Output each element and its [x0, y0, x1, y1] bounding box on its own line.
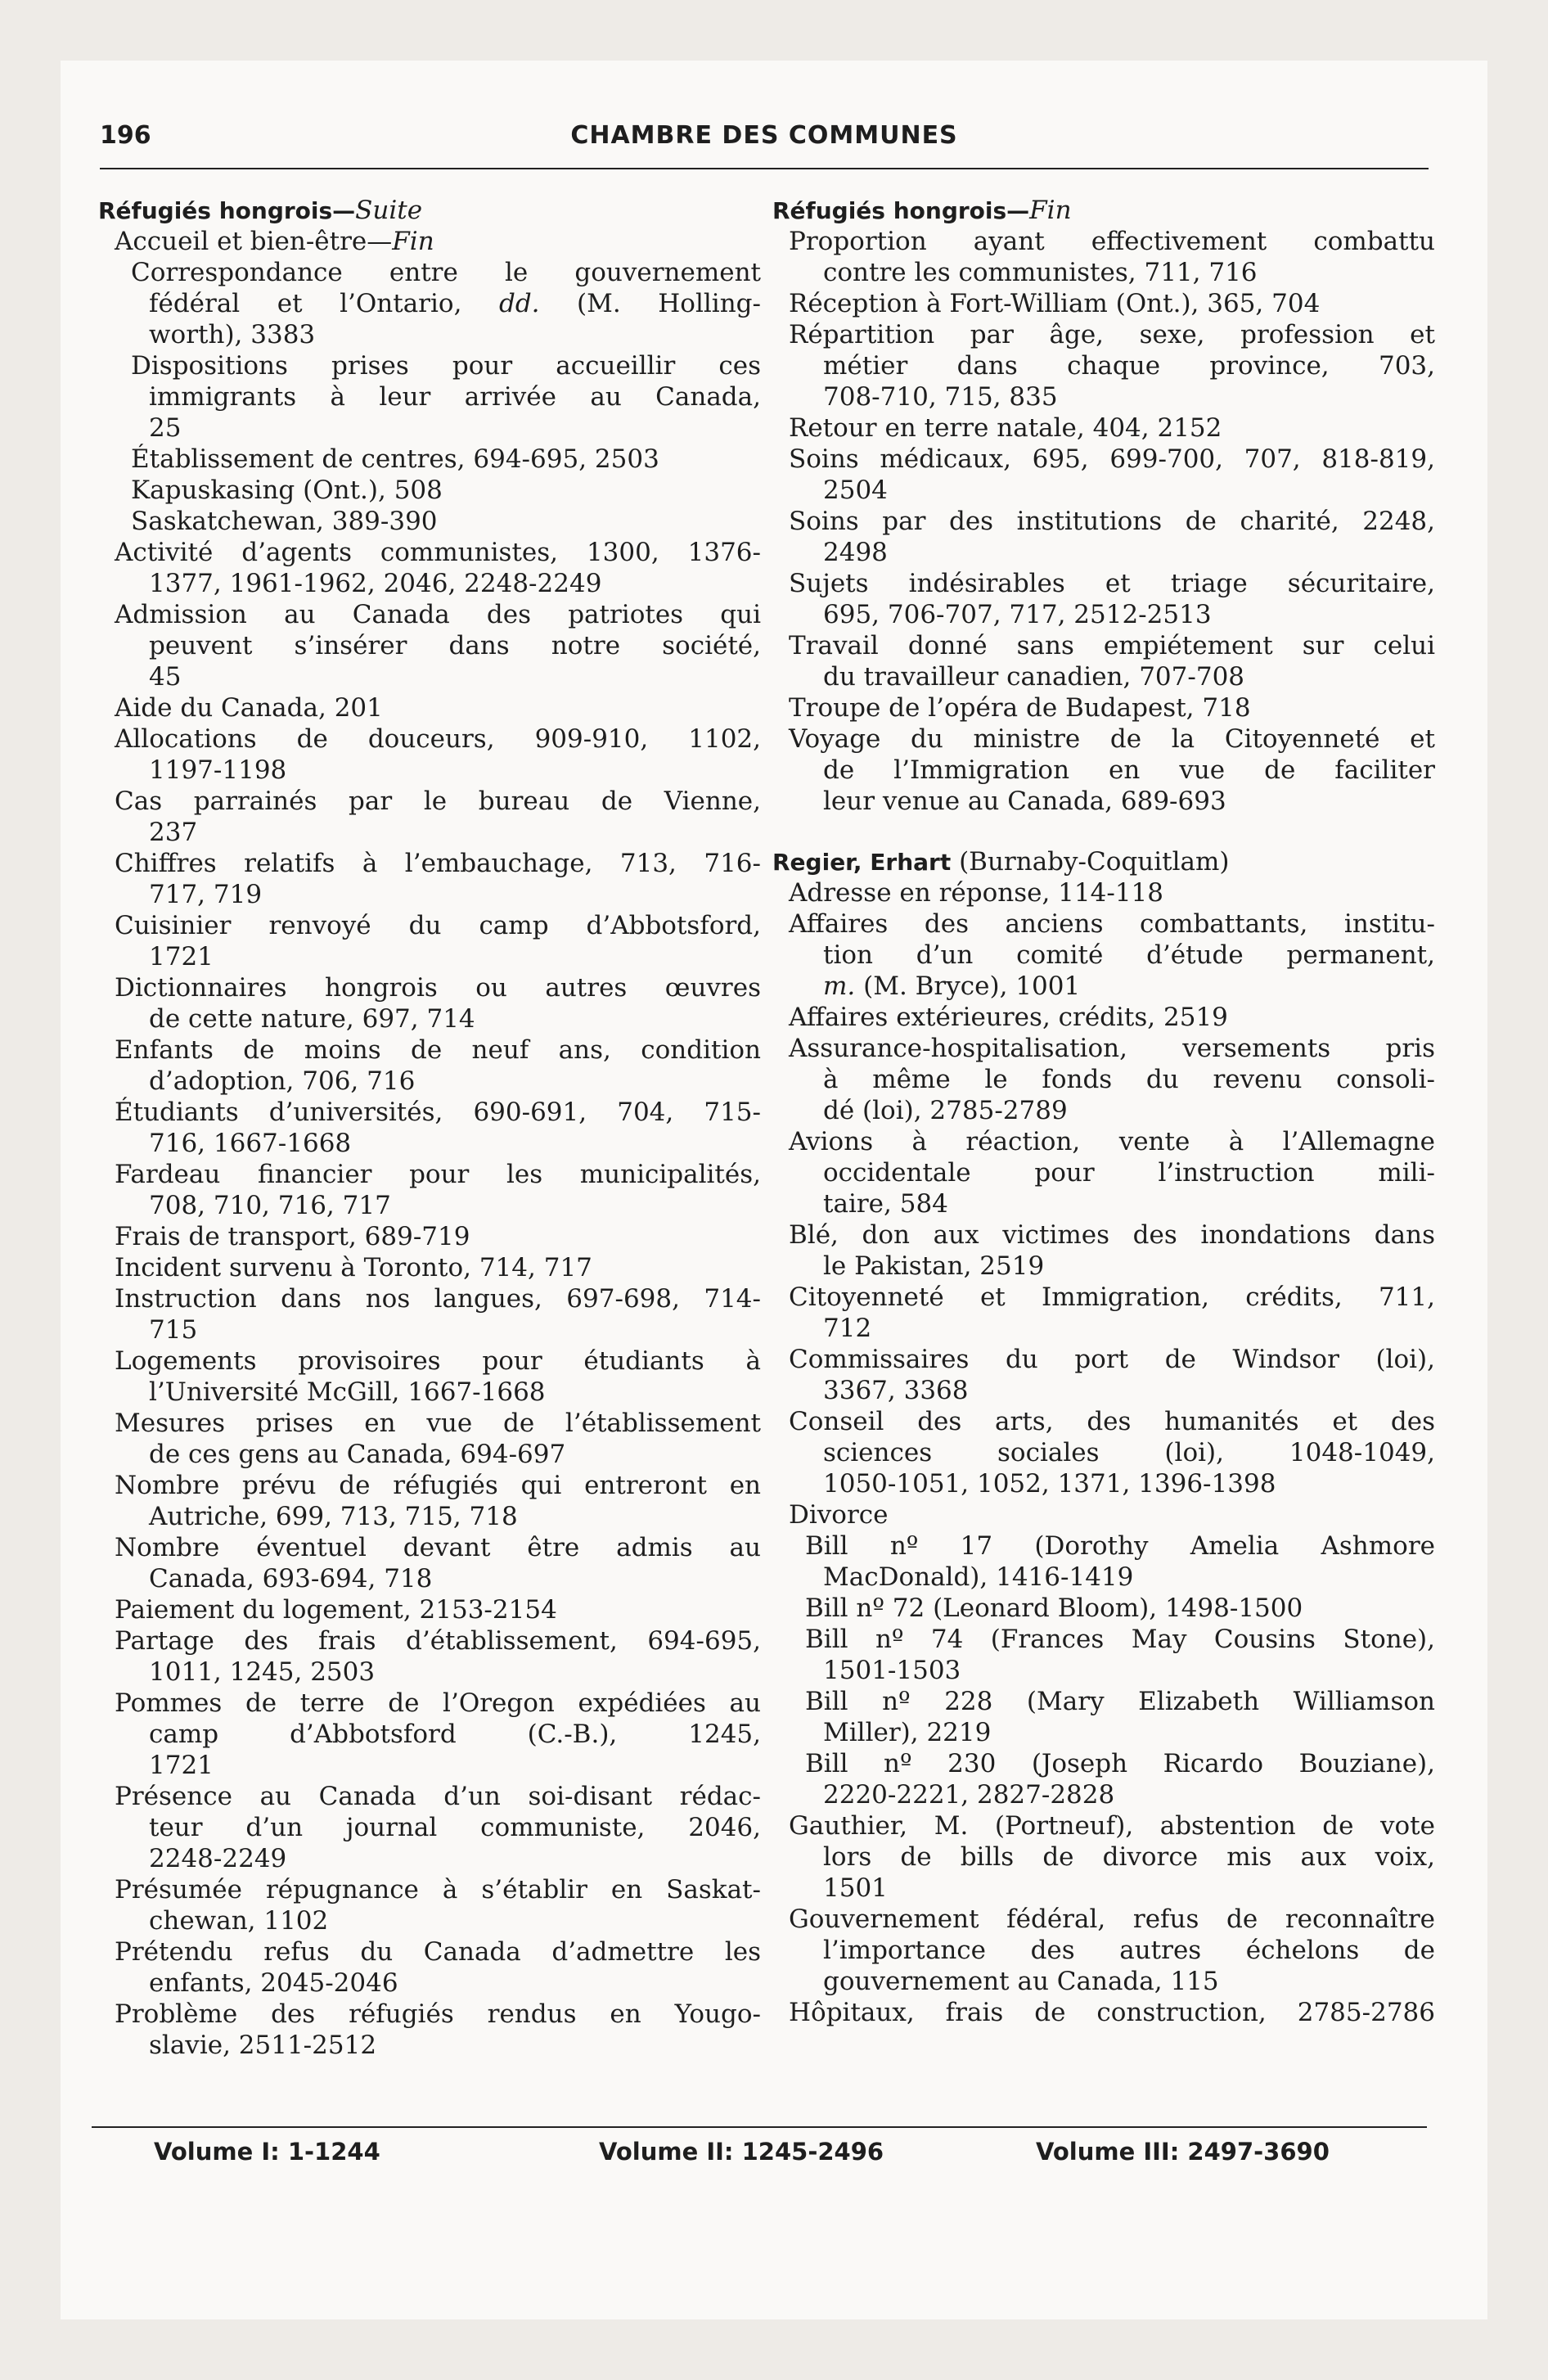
index-column-right — [772, 195, 1435, 2028]
index-subentry-line — [772, 1406, 1435, 1437]
index-subentry-line — [772, 288, 1435, 319]
entry-text: Avions à réaction, vente à l’Allemagne — [789, 1127, 1435, 1156]
entry-text: de ces gens au Canada, 694-697 — [149, 1440, 566, 1469]
entry-text: gouvernement au Canada, 115 — [823, 1967, 1219, 1996]
entry-text: 1377, 1961-1962, 2046, 2248-2249 — [149, 569, 602, 598]
index-subentry-line — [772, 537, 1435, 568]
entry-text: Dispositions prises pour accueillir ces — [131, 351, 761, 381]
index-subentry-line — [772, 1468, 1435, 1499]
entry-text: 1721 — [149, 942, 214, 971]
entry-text: Blé, don aux victimes des inondations dans — [789, 1220, 1435, 1250]
index-subentry-line — [98, 1221, 761, 1252]
index-subentry-line — [98, 381, 761, 412]
entry-text: Logements provisoires pour étudiants à — [115, 1346, 761, 1376]
entry-text: Bill nº 72 (Leonard Bloom), 1498-1500 — [805, 1593, 1303, 1623]
entry-text: Hôpitaux, frais de construction, 2785-2786 — [789, 1998, 1435, 2027]
index-subentry-line — [98, 755, 761, 786]
entry-text: 1197-1198 — [149, 755, 287, 785]
index-subentry-line — [98, 1781, 761, 1812]
entry-text: tion d’un comité d’étude permanent, — [823, 940, 1435, 970]
entry-text: de cette nature, 697, 714 — [149, 1004, 475, 1034]
index-subentry-line — [98, 630, 761, 661]
header-rule — [100, 168, 1429, 169]
index-subentry-line — [98, 1408, 761, 1439]
index-subentry-line — [98, 1314, 761, 1346]
index-subentry-line — [772, 1562, 1435, 1593]
entry-text: leur venue au Canada, 689-693 — [823, 787, 1226, 816]
entry-text: Établissement de centres, 694-695, 2503 — [131, 444, 659, 474]
entry-text: Bill nº 17 (Dorothy Amelia Ashmore — [805, 1531, 1435, 1561]
entry-text: Divorce — [789, 1500, 889, 1530]
index-subentry-line — [772, 1219, 1435, 1251]
entry-text: Nombre éventuel devant être admis au — [115, 1533, 761, 1562]
index-subentry-line — [772, 1126, 1435, 1157]
entry-text-italic: Suite — [355, 196, 423, 225]
index-subentry-line — [98, 1034, 761, 1066]
entry-text: Correspondance entre le gouvernement — [131, 258, 761, 287]
index-subentry-line — [98, 288, 761, 319]
entry-text-italic: dd. — [498, 289, 540, 318]
entry-text: Troupe de l’opéra de Budapest, 718 — [789, 693, 1251, 723]
entry-text: 2220-2221, 2827-2828 — [823, 1780, 1115, 1810]
index-subentry-line — [98, 661, 761, 692]
entry-text: 715 — [149, 1315, 198, 1345]
entry-text: 716, 1667-1668 — [149, 1129, 352, 1158]
entry-text: 1501 — [823, 1873, 888, 1903]
page-number: 196 — [100, 121, 151, 150]
entry-text: Pommes de terre de l’Oregon expédiées au — [115, 1688, 761, 1718]
index-subentry-line — [98, 226, 761, 257]
index-subentry-line — [772, 226, 1435, 257]
entry-text: Incident survenu à Toronto, 714, 717 — [115, 1253, 592, 1282]
entry-text: Kapuskasing (Ont.), 508 — [131, 476, 443, 505]
index-subentry-line — [772, 1748, 1435, 1779]
index-subentry-line — [98, 786, 761, 817]
entry-text: Chiffres relatifs à l’embauchage, 713, 716- — [115, 849, 761, 878]
entry-text: l’importance des autres échelons de — [823, 1936, 1435, 1965]
index-subentry-line — [772, 506, 1435, 537]
entry-text: Affaires extérieures, crédits, 2519 — [789, 1003, 1228, 1032]
index-subentry-line — [772, 1655, 1435, 1686]
entry-text: Réception à Fort-William (Ont.), 365, 704 — [789, 289, 1321, 318]
index-subentry-line — [98, 1283, 761, 1314]
entry-text: contre les communistes, 711, 716 — [823, 258, 1258, 287]
index-subentry-line — [98, 848, 761, 879]
index-subentry-line — [98, 817, 761, 848]
entry-text: Voyage du ministre de la Citoyenneté et — [789, 724, 1435, 754]
index-subentry-line — [772, 940, 1435, 971]
entry-text: worth), 3383 — [149, 320, 316, 349]
entry-text: Conseil des arts, des humanités et des — [789, 1407, 1435, 1436]
index-subentry-line — [98, 319, 761, 350]
entry-text: Présence au Canada d’un soi-disant rédac- — [115, 1782, 761, 1811]
entry-text: 237 — [149, 818, 198, 847]
entry-text: 1050-1051, 1052, 1371, 1396-1398 — [823, 1469, 1276, 1499]
entry-text: immigrants à leur arrivée au Canada, — [149, 382, 761, 412]
index-subentry-line — [772, 1344, 1435, 1375]
entry-text-italic: m. — [823, 971, 856, 1001]
index-subentry-line — [98, 1128, 761, 1159]
index-subentry-line — [772, 412, 1435, 444]
entry-text: 695, 706-707, 717, 2512-2513 — [823, 600, 1212, 629]
index-subentry-line — [772, 1593, 1435, 1624]
entry-text: Enfants de moins de neuf ans, condition — [115, 1035, 761, 1065]
entry-text: l’Université McGill, 1667-1668 — [149, 1377, 546, 1407]
entry-text: (Burnaby-Coquitlam) — [951, 847, 1230, 877]
entry-text: Paiement du logement, 2153-2154 — [115, 1595, 557, 1625]
index-subentry-line — [772, 257, 1435, 288]
entry-text: Instruction dans nos langues, 697-698, 714- — [115, 1284, 761, 1314]
index-subentry-line — [98, 1657, 761, 1688]
entry-text: occidentale pour l’instruction mili- — [823, 1158, 1435, 1188]
index-subentry-line — [98, 350, 761, 381]
index-subentry-line — [772, 568, 1435, 599]
index-subentry-line — [98, 475, 761, 506]
entry-heading-bold: Réfugiés hongrois— — [98, 197, 356, 224]
index-subentry-line — [98, 692, 761, 723]
entry-text: dé (loi), 2785-2789 — [823, 1096, 1068, 1125]
index-subentry-line — [98, 1066, 761, 1097]
entry-text: 45 — [149, 662, 182, 692]
index-subentry-line — [98, 1874, 761, 1905]
index-subentry-line — [772, 1530, 1435, 1562]
index-subentry-line — [772, 1064, 1435, 1095]
entry-text: Miller), 2219 — [823, 1718, 992, 1747]
entry-text: Cas parrainés par le bureau de Vienne, — [115, 787, 761, 816]
entry-text: MacDonald), 1416-1419 — [823, 1562, 1134, 1592]
index-subentry-line — [98, 879, 761, 910]
index-subentry-line — [772, 1282, 1435, 1313]
index-subentry-line — [98, 1563, 761, 1594]
index-subentry-line — [772, 1779, 1435, 1810]
index-subentry-line — [98, 1377, 761, 1408]
index-subentry-line — [772, 786, 1435, 817]
entry-text: (M. Bryce), 1001 — [855, 971, 1081, 1001]
entry-text: de l’Immigration en vue de faciliter — [823, 755, 1435, 785]
entry-text: taire, 584 — [823, 1189, 948, 1219]
entry-text: Activité d’agents communistes, 1300, 1376- — [115, 538, 761, 567]
entry-text: Adresse en réponse, 114-118 — [789, 878, 1163, 908]
index-subentry-line — [772, 877, 1435, 908]
index-subentry-line — [98, 2030, 761, 2061]
entry-text: 25 — [149, 413, 182, 443]
entry-text: Accueil et bien-être— — [115, 227, 393, 256]
entry-text: Canada, 693-694, 718 — [149, 1564, 433, 1593]
index-subentry-line — [772, 319, 1435, 350]
index-subentry-line — [772, 444, 1435, 475]
entry-text: Saskatchewan, 389-390 — [131, 507, 438, 536]
index-subentry-line — [772, 599, 1435, 630]
index-subentry-line — [98, 941, 761, 972]
entry-text: lors de bills de divorce mis aux voix, — [823, 1842, 1435, 1872]
index-subentry-line — [98, 412, 761, 444]
entry-text: sciences sociales (loi), 1048-1049, — [823, 1438, 1435, 1467]
index-subentry-line — [772, 723, 1435, 755]
entry-text: le Pakistan, 2519 — [823, 1251, 1045, 1281]
index-subentry-line — [98, 1750, 761, 1781]
index-subentry-line — [98, 1625, 761, 1657]
index-subentry-line — [98, 599, 761, 630]
index-heading-line — [772, 195, 1435, 226]
index-subentry-line — [98, 537, 761, 568]
index-subentry-line — [772, 1499, 1435, 1530]
index-subentry-line — [98, 1999, 761, 2030]
footer-volume-3: Volume III: 2497-3690 — [1036, 2138, 1330, 2166]
index-subentry-line — [772, 1313, 1435, 1344]
entry-text-italic: Fin — [1029, 196, 1072, 225]
index-subentry-line — [772, 350, 1435, 381]
index-subentry-line — [98, 1905, 761, 1936]
index-subentry-line — [772, 971, 1435, 1002]
index-subentry-line — [772, 755, 1435, 786]
footer-volume-1: Volume I: 1-1244 — [154, 2138, 380, 2166]
entry-text: 1011, 1245, 2503 — [149, 1657, 376, 1687]
entry-text: 708, 710, 716, 717 — [149, 1191, 391, 1220]
index-subentry-line — [98, 1252, 761, 1283]
entry-text: Dictionnaires hongrois ou autres œuvres — [115, 973, 761, 1003]
entry-text: Cuisinier renvoyé du camp d’Abbotsford, — [115, 911, 761, 940]
index-subentry-line — [98, 1346, 761, 1377]
entry-heading-bold: Réfugiés hongrois— — [772, 197, 1030, 224]
entry-text: Bill nº 230 (Joseph Ricardo Bouziane), — [805, 1749, 1435, 1778]
entry-text: Assurance-hospitalisation, versements pris — [789, 1034, 1435, 1063]
index-subentry-line — [772, 908, 1435, 940]
entry-text: Allocations de douceurs, 909-910, 1102, — [115, 724, 761, 754]
entry-text: 712 — [823, 1314, 872, 1343]
index-subentry-line — [98, 1470, 761, 1501]
entry-text: Gauthier, M. (Portneuf), abstention de vote — [789, 1811, 1435, 1841]
entry-text: Proportion ayant effectivement combattu — [789, 227, 1435, 256]
index-subentry-line — [772, 475, 1435, 506]
entry-text: Frais de transport, 689-719 — [115, 1222, 470, 1251]
entry-text: slavie, 2511-2512 — [149, 2031, 377, 2060]
page-header — [100, 121, 1429, 170]
entry-text: Soins par des institutions de charité, 2248, — [789, 507, 1435, 536]
entry-text: Soins médicaux, 695, 699-700, 707, 818-819, — [789, 444, 1435, 474]
entry-text: Aide du Canada, 201 — [115, 693, 383, 723]
index-subentry-line — [772, 1873, 1435, 1904]
index-subentry-line — [98, 1501, 761, 1532]
index-column-left — [98, 195, 761, 2061]
entry-text: peuvent s’insérer dans notre société, — [149, 631, 761, 660]
index-subentry-line — [98, 1968, 761, 1999]
entry-text: 2248-2249 — [149, 1844, 287, 1873]
entry-text: Nombre prévu de réfugiés qui entreront en — [115, 1471, 761, 1500]
entry-text: Affaires des anciens combattants, institu- — [789, 909, 1435, 939]
entry-text: Étudiants d’universités, 690-691, 704, 715- — [115, 1098, 761, 1127]
index-subentry-line — [98, 1159, 761, 1190]
index-subentry-line — [772, 1841, 1435, 1873]
entry-text: Problème des réfugiés rendus en Yougo- — [115, 1999, 761, 2029]
index-subentry-line — [98, 1936, 761, 1968]
entry-text: 708-710, 715, 835 — [823, 382, 1058, 412]
footer-rule — [92, 2126, 1427, 2128]
entry-text: à même le fonds du revenu consoli- — [823, 1065, 1435, 1094]
entry-text: Gouvernement fédéral, refus de reconnaître — [789, 1904, 1435, 1934]
index-subentry-line — [98, 1594, 761, 1625]
index-subentry-line — [772, 1624, 1435, 1655]
index-subentry-line — [98, 1812, 761, 1843]
entry-text: Citoyenneté et Immigration, crédits, 711, — [789, 1282, 1435, 1312]
index-subentry-line — [772, 381, 1435, 412]
entry-text: 1721 — [149, 1751, 214, 1780]
entry-text: 3367, 3368 — [823, 1376, 969, 1405]
index-subentry-line — [772, 661, 1435, 692]
index-subentry-line — [98, 444, 761, 475]
index-subentry-line — [772, 1686, 1435, 1717]
entry-text: Mesures prises en vue de l’établissement — [115, 1409, 761, 1438]
index-subentry-line — [772, 630, 1435, 661]
index-subentry-line — [772, 1375, 1435, 1406]
index-subentry-line — [98, 1719, 761, 1750]
entry-text: Répartition par âge, sexe, profession et — [789, 320, 1435, 349]
index-subentry-line — [772, 1966, 1435, 1997]
entry-text: Autriche, 699, 713, 715, 718 — [149, 1502, 518, 1531]
index-subentry-line — [772, 1188, 1435, 1219]
entry-text: 2498 — [823, 538, 888, 567]
running-title: CHAMBRE DES COMMUNES — [570, 121, 958, 150]
index-subentry-line — [98, 1190, 761, 1221]
entry-text: Travail donné sans empiétement sur celui — [789, 631, 1435, 660]
entry-heading-bold: Regier, Erhart — [772, 849, 952, 876]
index-subentry-line — [772, 1033, 1435, 1064]
entry-text: camp d’Abbotsford (C.-B.), 1245, — [149, 1720, 761, 1749]
index-subentry-line — [772, 1251, 1435, 1282]
index-subentry-line — [772, 1904, 1435, 1935]
index-subentry-line — [772, 1997, 1435, 2028]
index-subentry-line — [98, 257, 761, 288]
entry-text: 2504 — [823, 476, 888, 505]
page-footer — [92, 2138, 1427, 2170]
index-subentry-line — [98, 1439, 761, 1470]
entry-text: Bill nº 228 (Mary Elizabeth Williamson — [805, 1687, 1435, 1716]
entry-text: teur d’un journal communiste, 2046, — [149, 1813, 761, 1842]
entry-text: Commissaires du port de Windsor (loi), — [789, 1345, 1435, 1374]
entry-text: d’adoption, 706, 716 — [149, 1066, 416, 1096]
footer-volume-2: Volume II: 1245-2496 — [599, 2138, 884, 2166]
index-subentry-line — [98, 1003, 761, 1034]
index-subentry-line — [772, 1935, 1435, 1966]
entry-text: Bill nº 74 (Frances May Cousins Stone), — [805, 1625, 1435, 1654]
index-subentry-line — [98, 972, 761, 1003]
index-subentry-line — [98, 1097, 761, 1128]
entry-text-italic: Fin — [392, 227, 434, 256]
entry-text: 717, 719 — [149, 880, 263, 909]
entry-text: Présumée répugnance à s’établir en Saskat- — [115, 1875, 761, 1904]
index-heading-line — [772, 846, 1435, 877]
index-subentry-line — [98, 506, 761, 537]
index-subentry-line — [772, 1157, 1435, 1188]
entry-text: du travailleur canadien, 707-708 — [823, 662, 1245, 692]
index-subentry-line — [772, 1002, 1435, 1033]
index-subentry-line — [98, 910, 761, 941]
index-subentry-line — [98, 1843, 761, 1874]
entry-text: métier dans chaque province, 703, — [823, 351, 1435, 381]
entry-text: Sujets indésirables et triage sécuritaire, — [789, 569, 1435, 598]
entry-text: Prétendu refus du Canada d’admettre les — [115, 1937, 761, 1967]
entry-text: 1501-1503 — [823, 1656, 961, 1685]
entry-text: enfants, 2045-2046 — [149, 1968, 398, 1998]
entry-text: Retour en terre natale, 404, 2152 — [789, 413, 1222, 443]
index-subentry-line — [98, 1688, 761, 1719]
index-subentry-line — [772, 1810, 1435, 1841]
entry-text: chewan, 1102 — [149, 1906, 329, 1936]
index-subentry-line — [98, 723, 761, 755]
entry-text: Fardeau financier pour les municipalités, — [115, 1160, 761, 1189]
index-subentry-line — [772, 1095, 1435, 1126]
entry-text: fédéral et l’Ontario, — [149, 289, 499, 318]
entry-text: Partage des frais d’établissement, 694-695, — [115, 1626, 761, 1656]
index-subentry-line — [772, 1437, 1435, 1468]
entry-text: (M. Holling- — [539, 289, 761, 318]
index-heading-line — [98, 195, 761, 226]
index-subentry-line — [98, 1532, 761, 1563]
index-subentry-line — [98, 568, 761, 599]
entry-text: Admission au Canada des patriotes qui — [115, 600, 761, 629]
index-subentry-line — [772, 692, 1435, 723]
index-subentry-line — [772, 1717, 1435, 1748]
